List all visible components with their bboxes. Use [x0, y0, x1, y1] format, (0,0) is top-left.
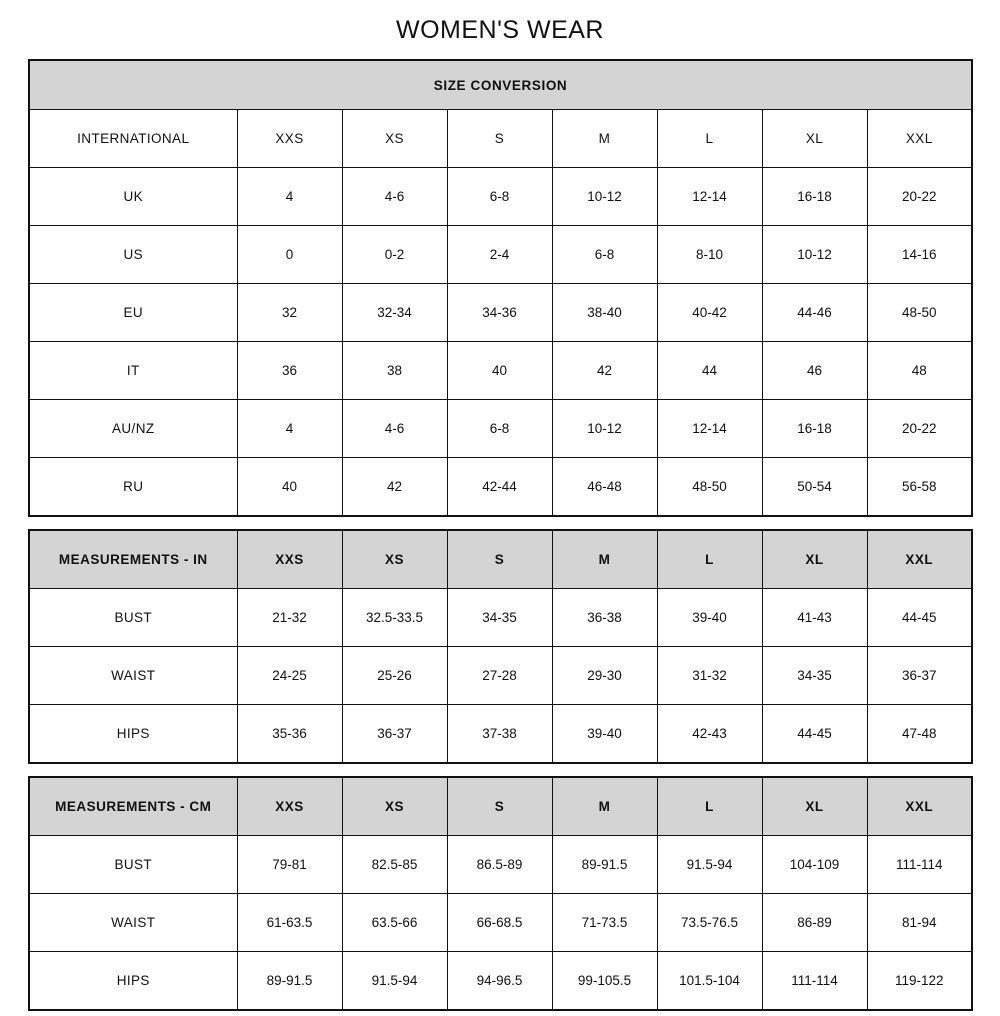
cell: 39-40 — [552, 705, 657, 764]
row-label: RU — [29, 458, 237, 517]
cell: 37-38 — [447, 705, 552, 764]
cell: 12-14 — [657, 400, 762, 458]
header-cell: XXL — [867, 110, 972, 168]
table-banner-row — [29, 60, 972, 110]
header-cell: S — [447, 530, 552, 589]
table-row — [29, 589, 972, 647]
cell: 42 — [552, 342, 657, 400]
cell: 40 — [237, 458, 342, 517]
cell: 10-12 — [552, 168, 657, 226]
header-cell: XXS — [237, 110, 342, 168]
cell: 25-26 — [342, 647, 447, 705]
header-cell: XL — [762, 110, 867, 168]
measurements-in-header-row — [29, 530, 972, 589]
row-label: EU — [29, 284, 237, 342]
header-cell: XL — [762, 530, 867, 589]
row-label: IT — [29, 342, 237, 400]
row-label: WAIST — [29, 647, 237, 705]
cell: 73.5-76.5 — [657, 894, 762, 952]
table-row — [29, 894, 972, 952]
header-cell: XS — [342, 530, 447, 589]
cell: 38 — [342, 342, 447, 400]
cell: 21-32 — [237, 589, 342, 647]
header-cell: S — [447, 110, 552, 168]
table-row — [29, 836, 972, 894]
cell: 29-30 — [552, 647, 657, 705]
header-cell: XS — [342, 110, 447, 168]
cell: 119-122 — [867, 952, 972, 1011]
cell: 66-68.5 — [447, 894, 552, 952]
measurements-in-table — [28, 529, 973, 764]
cell: 41-43 — [762, 589, 867, 647]
table-row — [29, 226, 972, 284]
cell: 20-22 — [867, 400, 972, 458]
cell: 44-45 — [762, 705, 867, 764]
size-guide-page — [0, 16, 1000, 1011]
cell: 81-94 — [867, 894, 972, 952]
size-conversion-header-row — [29, 110, 972, 168]
header-cell: XS — [342, 777, 447, 836]
cell: 36-38 — [552, 589, 657, 647]
cell: 36 — [237, 342, 342, 400]
size-conversion-banner: SIZE CONVERSION — [29, 60, 972, 110]
cell: 0-2 — [342, 226, 447, 284]
table-row — [29, 458, 972, 517]
cell: 71-73.5 — [552, 894, 657, 952]
cell: 39-40 — [657, 589, 762, 647]
cell: 99-105.5 — [552, 952, 657, 1011]
header-cell: INTERNATIONAL — [29, 110, 237, 168]
cell: 32.5-33.5 — [342, 589, 447, 647]
cell: 89-91.5 — [237, 952, 342, 1011]
cell: 36-37 — [867, 647, 972, 705]
cell: 46-48 — [552, 458, 657, 517]
cell: 104-109 — [762, 836, 867, 894]
cell: 42 — [342, 458, 447, 517]
cell: 8-10 — [657, 226, 762, 284]
measurements-cm-table — [28, 776, 973, 1011]
page-title: WOMEN'S WEAR — [396, 16, 604, 44]
cell: 6-8 — [447, 168, 552, 226]
cell: 36-37 — [342, 705, 447, 764]
cell: 63.5-66 — [342, 894, 447, 952]
cell: 10-12 — [762, 226, 867, 284]
table-row — [29, 168, 972, 226]
cell: 44 — [657, 342, 762, 400]
cell: 61-63.5 — [237, 894, 342, 952]
header-cell: L — [657, 110, 762, 168]
header-cell: M — [552, 530, 657, 589]
header-cell: L — [657, 530, 762, 589]
cell: 6-8 — [552, 226, 657, 284]
header-cell: XXL — [867, 530, 972, 589]
cell: 79-81 — [237, 836, 342, 894]
cell: 4 — [237, 168, 342, 226]
table-spacer — [28, 764, 972, 776]
row-label: HIPS — [29, 952, 237, 1011]
cell: 35-36 — [237, 705, 342, 764]
size-conversion-table — [28, 59, 973, 517]
cell: 86.5-89 — [447, 836, 552, 894]
header-cell: MEASUREMENTS - IN — [29, 530, 237, 589]
cell: 94-96.5 — [447, 952, 552, 1011]
header-cell: XL — [762, 777, 867, 836]
row-label: WAIST — [29, 894, 237, 952]
cell: 34-35 — [447, 589, 552, 647]
header-cell: XXS — [237, 777, 342, 836]
cell: 6-8 — [447, 400, 552, 458]
cell: 38-40 — [552, 284, 657, 342]
header-cell: M — [552, 110, 657, 168]
cell: 48-50 — [867, 284, 972, 342]
row-label: AU/NZ — [29, 400, 237, 458]
row-label: UK — [29, 168, 237, 226]
cell: 111-114 — [762, 952, 867, 1011]
header-cell: S — [447, 777, 552, 836]
cell: 10-12 — [552, 400, 657, 458]
header-cell: M — [552, 777, 657, 836]
cell: 12-14 — [657, 168, 762, 226]
cell: 111-114 — [867, 836, 972, 894]
table-row — [29, 400, 972, 458]
table-row — [29, 952, 972, 1011]
cell: 32 — [237, 284, 342, 342]
cell: 24-25 — [237, 647, 342, 705]
cell: 16-18 — [762, 168, 867, 226]
cell: 91.5-94 — [657, 836, 762, 894]
cell: 34-36 — [447, 284, 552, 342]
cell: 20-22 — [867, 168, 972, 226]
cell: 42-43 — [657, 705, 762, 764]
row-label: BUST — [29, 589, 237, 647]
cell: 4 — [237, 400, 342, 458]
cell: 48-50 — [657, 458, 762, 517]
measurements-cm-header-row — [29, 777, 972, 836]
cell: 101.5-104 — [657, 952, 762, 1011]
cell: 46 — [762, 342, 867, 400]
cell: 4-6 — [342, 168, 447, 226]
cell: 42-44 — [447, 458, 552, 517]
cell: 14-16 — [867, 226, 972, 284]
table-row — [29, 284, 972, 342]
row-label: US — [29, 226, 237, 284]
header-cell: MEASUREMENTS - CM — [29, 777, 237, 836]
row-label: HIPS — [29, 705, 237, 764]
cell: 16-18 — [762, 400, 867, 458]
row-label: BUST — [29, 836, 237, 894]
cell: 40-42 — [657, 284, 762, 342]
cell: 48 — [867, 342, 972, 400]
cell: 82.5-85 — [342, 836, 447, 894]
table-spacer — [28, 517, 972, 529]
cell: 56-58 — [867, 458, 972, 517]
cell: 2-4 — [447, 226, 552, 284]
cell: 47-48 — [867, 705, 972, 764]
cell: 0 — [237, 226, 342, 284]
cell: 32-34 — [342, 284, 447, 342]
cell: 44-45 — [867, 589, 972, 647]
table-row — [29, 647, 972, 705]
cell: 34-35 — [762, 647, 867, 705]
cell: 44-46 — [762, 284, 867, 342]
cell: 50-54 — [762, 458, 867, 517]
header-cell: XXL — [867, 777, 972, 836]
cell: 4-6 — [342, 400, 447, 458]
cell: 86-89 — [762, 894, 867, 952]
cell: 89-91.5 — [552, 836, 657, 894]
cell: 40 — [447, 342, 552, 400]
cell: 91.5-94 — [342, 952, 447, 1011]
cell: 31-32 — [657, 647, 762, 705]
table-row — [29, 342, 972, 400]
header-cell: L — [657, 777, 762, 836]
cell: 27-28 — [447, 647, 552, 705]
table-row — [29, 705, 972, 764]
header-cell: XXS — [237, 530, 342, 589]
